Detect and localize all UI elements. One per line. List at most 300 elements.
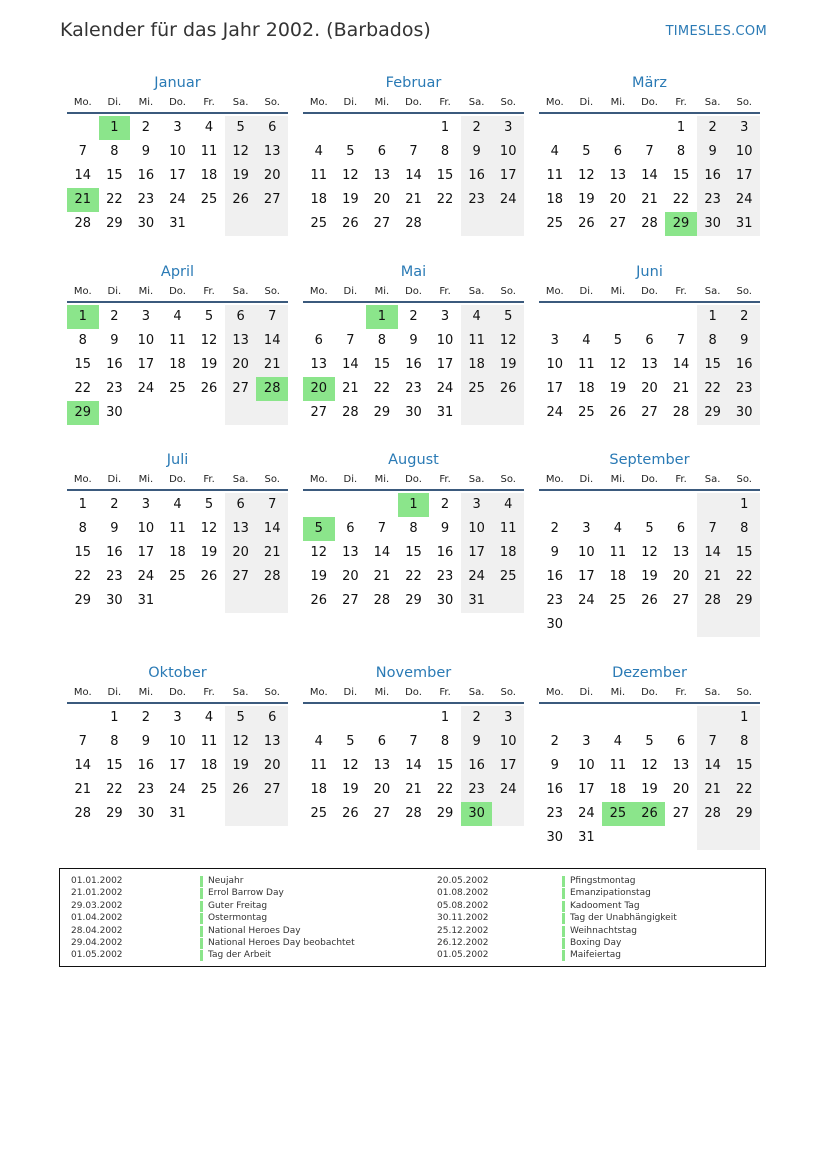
day-cell[interactable]: 7 — [346, 333, 355, 348]
day-cell[interactable]: 29 — [67, 401, 99, 425]
day-cell[interactable]: 5 — [645, 521, 654, 536]
day-cell[interactable]: 4 — [492, 493, 524, 517]
day-cell[interactable]: 8 — [440, 734, 450, 749]
day-cell[interactable]: 9 — [409, 333, 418, 348]
day-cell[interactable]: 31 — [461, 589, 493, 613]
day-cell[interactable]: 18 — [578, 381, 595, 396]
day-cell[interactable]: 26 — [225, 188, 257, 212]
day-cell[interactable]: 12 — [225, 140, 257, 164]
day-cell[interactable]: 25 — [310, 216, 328, 231]
day-cell[interactable]: 2 — [440, 497, 450, 512]
day-cell[interactable]: 14 — [74, 168, 92, 183]
day-cell[interactable]: 31 — [137, 593, 155, 608]
day-cell[interactable]: 16 — [697, 164, 729, 188]
day-cell[interactable]: 28 — [256, 565, 288, 589]
day-cell[interactable]: 25 — [169, 381, 186, 396]
day-cell[interactable]: 20 — [373, 782, 391, 797]
day-cell[interactable]: 22 — [106, 782, 123, 797]
day-cell[interactable]: 15 — [728, 541, 760, 565]
day-cell[interactable]: 6 — [256, 706, 288, 730]
day-cell[interactable]: 2 — [141, 710, 151, 725]
day-cell[interactable]: 1 — [697, 305, 729, 329]
day-cell[interactable]: 7 — [409, 144, 418, 159]
day-cell[interactable]: 4 — [550, 144, 559, 159]
day-cell[interactable]: 23 — [137, 192, 155, 207]
day-cell[interactable]: 30 — [461, 802, 493, 826]
day-cell[interactable]: 9 — [110, 333, 119, 348]
brand-logo-link[interactable]: TIMESLES.COM — [665, 24, 767, 39]
day-cell[interactable]: 2 — [461, 706, 493, 730]
day-cell[interactable]: 28 — [672, 405, 690, 420]
day-cell[interactable]: 15 — [74, 357, 92, 372]
day-cell[interactable]: 10 — [578, 545, 595, 560]
day-cell[interactable]: 12 — [342, 168, 359, 183]
day-cell[interactable]: 29 — [106, 806, 123, 821]
day-cell[interactable]: 1 — [398, 493, 430, 517]
day-cell[interactable]: 26 — [342, 806, 359, 821]
day-cell[interactable]: 31 — [169, 806, 186, 821]
day-cell[interactable]: 25 — [461, 377, 493, 401]
day-cell[interactable]: 3 — [728, 116, 760, 140]
day-cell[interactable]: 10 — [728, 140, 760, 164]
day-cell[interactable]: 16 — [461, 164, 493, 188]
day-cell[interactable]: 12 — [342, 758, 359, 773]
day-cell[interactable]: 15 — [436, 758, 454, 773]
day-cell[interactable]: 30 — [546, 617, 564, 632]
day-cell[interactable]: 12 — [200, 333, 218, 348]
day-cell[interactable]: 23 — [546, 806, 564, 821]
day-cell[interactable]: 2 — [110, 497, 119, 512]
day-cell[interactable]: 26 — [492, 377, 524, 401]
day-cell[interactable]: 20 — [672, 782, 690, 797]
day-cell[interactable]: 7 — [676, 333, 686, 348]
day-cell[interactable]: 23 — [106, 381, 123, 396]
day-cell[interactable]: 5 — [645, 734, 654, 749]
day-cell[interactable]: 8 — [697, 329, 729, 353]
day-cell[interactable]: 2 — [461, 116, 493, 140]
day-cell[interactable]: 19 — [342, 782, 359, 797]
day-cell[interactable]: 9 — [550, 545, 559, 560]
day-cell[interactable]: 24 — [728, 188, 760, 212]
day-cell[interactable]: 4 — [204, 120, 214, 135]
day-cell[interactable]: 11 — [609, 758, 627, 773]
day-cell[interactable]: 7 — [78, 734, 87, 749]
day-cell[interactable]: 6 — [613, 144, 623, 159]
day-cell[interactable]: 6 — [225, 305, 257, 329]
day-cell[interactable]: 22 — [672, 192, 690, 207]
day-cell[interactable]: 26 — [578, 216, 595, 231]
day-cell[interactable]: 16 — [405, 357, 422, 372]
day-cell[interactable]: 10 — [492, 730, 524, 754]
day-cell[interactable]: 4 — [314, 144, 323, 159]
day-cell[interactable]: 21 — [641, 192, 658, 207]
day-cell[interactable]: 28 — [256, 377, 288, 401]
day-cell[interactable]: 3 — [440, 309, 450, 324]
day-cell[interactable]: 2 — [409, 309, 418, 324]
day-cell[interactable]: 27 — [256, 778, 288, 802]
day-cell[interactable]: 29 — [728, 589, 760, 613]
day-cell[interactable]: 16 — [461, 754, 493, 778]
day-cell[interactable]: 10 — [492, 140, 524, 164]
day-cell[interactable]: 26 — [310, 593, 328, 608]
day-cell[interactable]: 26 — [200, 381, 218, 396]
day-cell[interactable]: 21 — [697, 565, 729, 589]
day-cell[interactable]: 10 — [436, 333, 454, 348]
day-cell[interactable]: 20 — [609, 192, 627, 207]
day-cell[interactable]: 21 — [373, 569, 391, 584]
day-cell[interactable]: 23 — [137, 782, 155, 797]
day-cell[interactable]: 4 — [461, 305, 493, 329]
day-cell[interactable]: 21 — [405, 192, 422, 207]
day-cell[interactable]: 20 — [641, 381, 658, 396]
day-cell[interactable]: 13 — [256, 140, 288, 164]
day-cell[interactable]: 17 — [169, 758, 186, 773]
day-cell[interactable]: 4 — [314, 734, 323, 749]
day-cell[interactable]: 22 — [74, 381, 92, 396]
day-cell[interactable]: 22 — [728, 778, 760, 802]
day-cell[interactable]: 10 — [461, 517, 493, 541]
day-cell[interactable]: 18 — [609, 782, 627, 797]
day-cell[interactable]: 24 — [461, 565, 493, 589]
day-cell[interactable]: 15 — [373, 357, 391, 372]
day-cell[interactable]: 17 — [461, 541, 493, 565]
day-cell[interactable]: 29 — [697, 401, 729, 425]
day-cell[interactable]: 1 — [366, 305, 398, 329]
day-cell[interactable]: 21 — [256, 353, 288, 377]
day-cell[interactable]: 4 — [204, 710, 214, 725]
day-cell[interactable]: 2 — [550, 521, 559, 536]
day-cell[interactable]: 13 — [342, 545, 359, 560]
day-cell[interactable]: 22 — [697, 377, 729, 401]
day-cell[interactable]: 19 — [200, 357, 218, 372]
day-cell[interactable]: 17 — [492, 164, 524, 188]
day-cell[interactable]: 1 — [110, 710, 119, 725]
day-cell[interactable]: 28 — [641, 216, 658, 231]
day-cell[interactable]: 25 — [492, 565, 524, 589]
day-cell[interactable]: 29 — [728, 802, 760, 826]
day-cell[interactable]: 17 — [492, 754, 524, 778]
day-cell[interactable]: 19 — [342, 192, 359, 207]
day-cell[interactable]: 11 — [461, 329, 493, 353]
day-cell[interactable]: 22 — [373, 381, 391, 396]
day-cell[interactable]: 4 — [173, 497, 182, 512]
day-cell[interactable]: 29 — [106, 216, 123, 231]
day-cell[interactable]: 20 — [672, 569, 690, 584]
day-cell[interactable]: 3 — [492, 706, 524, 730]
day-cell[interactable]: 27 — [256, 188, 288, 212]
day-cell[interactable]: 14 — [697, 754, 729, 778]
day-cell[interactable]: 27 — [342, 593, 359, 608]
day-cell[interactable]: 21 — [672, 381, 690, 396]
day-cell[interactable]: 3 — [582, 521, 591, 536]
day-cell[interactable]: 4 — [613, 734, 623, 749]
day-cell[interactable]: 17 — [169, 168, 186, 183]
day-cell[interactable]: 14 — [256, 329, 288, 353]
day-cell[interactable]: 7 — [256, 493, 288, 517]
day-cell[interactable]: 22 — [106, 192, 123, 207]
day-cell[interactable]: 17 — [728, 164, 760, 188]
day-cell[interactable]: 27 — [641, 405, 658, 420]
day-cell[interactable]: 6 — [225, 493, 257, 517]
day-cell[interactable]: 18 — [546, 192, 564, 207]
day-cell[interactable]: 27 — [225, 377, 257, 401]
day-cell[interactable]: 3 — [173, 710, 182, 725]
day-cell[interactable]: 18 — [609, 569, 627, 584]
day-cell[interactable]: 2 — [141, 120, 151, 135]
day-cell[interactable]: 28 — [405, 216, 422, 231]
day-cell[interactable]: 19 — [200, 545, 218, 560]
day-cell[interactable]: 24 — [436, 381, 454, 396]
day-cell[interactable]: 21 — [342, 381, 359, 396]
day-cell[interactable]: 21 — [67, 188, 99, 212]
day-cell[interactable]: 17 — [578, 569, 595, 584]
day-cell[interactable]: 15 — [106, 758, 123, 773]
day-cell[interactable]: 14 — [672, 357, 690, 372]
day-cell[interactable]: 10 — [137, 333, 155, 348]
day-cell[interactable]: 23 — [728, 377, 760, 401]
day-cell[interactable]: 8 — [440, 144, 450, 159]
day-cell[interactable]: 12 — [492, 329, 524, 353]
day-cell[interactable]: 20 — [342, 569, 359, 584]
day-cell[interactable]: 1 — [676, 120, 686, 135]
day-cell[interactable]: 8 — [728, 517, 760, 541]
day-cell[interactable]: 30 — [106, 593, 123, 608]
day-cell[interactable]: 29 — [665, 212, 697, 236]
day-cell[interactable]: 20 — [225, 541, 257, 565]
day-cell[interactable]: 7 — [697, 517, 729, 541]
day-cell[interactable]: 18 — [310, 782, 328, 797]
day-cell[interactable]: 26 — [641, 593, 658, 608]
day-cell[interactable]: 26 — [609, 405, 627, 420]
day-cell[interactable]: 8 — [409, 521, 418, 536]
day-cell[interactable]: 21 — [697, 778, 729, 802]
day-cell[interactable]: 29 — [74, 593, 92, 608]
day-cell[interactable]: 3 — [173, 120, 182, 135]
day-cell[interactable]: 14 — [405, 758, 422, 773]
day-cell[interactable]: 13 — [225, 517, 257, 541]
day-cell[interactable]: 13 — [310, 357, 328, 372]
day-cell[interactable]: 25 — [310, 806, 328, 821]
day-cell[interactable]: 28 — [74, 216, 92, 231]
day-cell[interactable]: 5 — [225, 706, 257, 730]
day-cell[interactable]: 6 — [314, 333, 323, 348]
day-cell[interactable]: 4 — [582, 333, 591, 348]
day-cell[interactable]: 19 — [225, 754, 257, 778]
day-cell[interactable]: 11 — [310, 168, 328, 183]
day-cell[interactable]: 10 — [137, 521, 155, 536]
day-cell[interactable]: 9 — [141, 144, 151, 159]
day-cell[interactable]: 9 — [440, 521, 450, 536]
day-cell[interactable]: 8 — [110, 144, 119, 159]
day-cell[interactable]: 1 — [78, 497, 87, 512]
day-cell[interactable]: 6 — [676, 521, 686, 536]
day-cell[interactable]: 16 — [436, 545, 454, 560]
day-cell[interactable]: 24 — [169, 782, 186, 797]
day-cell[interactable]: 18 — [200, 758, 218, 773]
day-cell[interactable]: 19 — [225, 164, 257, 188]
day-cell[interactable]: 13 — [373, 168, 391, 183]
day-cell[interactable]: 31 — [169, 216, 186, 231]
day-cell[interactable]: 26 — [342, 216, 359, 231]
day-cell[interactable]: 21 — [74, 782, 92, 797]
day-cell[interactable]: 10 — [169, 144, 186, 159]
day-cell[interactable]: 9 — [110, 521, 119, 536]
day-cell[interactable]: 15 — [672, 168, 690, 183]
day-cell[interactable]: 16 — [137, 168, 155, 183]
day-cell[interactable]: 23 — [106, 569, 123, 584]
day-cell[interactable]: 17 — [137, 357, 155, 372]
day-cell[interactable]: 25 — [169, 569, 186, 584]
day-cell[interactable]: 8 — [110, 734, 119, 749]
day-cell[interactable]: 17 — [546, 381, 564, 396]
day-cell[interactable]: 18 — [169, 357, 186, 372]
day-cell[interactable]: 2 — [697, 116, 729, 140]
day-cell[interactable]: 5 — [346, 144, 355, 159]
day-cell[interactable]: 22 — [74, 569, 92, 584]
day-cell[interactable]: 5 — [582, 144, 591, 159]
day-cell[interactable]: 24 — [578, 593, 595, 608]
day-cell[interactable]: 25 — [546, 216, 564, 231]
day-cell[interactable]: 6 — [377, 144, 387, 159]
day-cell[interactable]: 7 — [256, 305, 288, 329]
day-cell[interactable]: 7 — [377, 521, 387, 536]
day-cell[interactable]: 23 — [461, 778, 493, 802]
day-cell[interactable]: 18 — [200, 168, 218, 183]
day-cell[interactable]: 24 — [492, 188, 524, 212]
day-cell[interactable]: 14 — [74, 758, 92, 773]
day-cell[interactable]: 29 — [405, 593, 422, 608]
day-cell[interactable]: 5 — [204, 497, 214, 512]
day-cell[interactable]: 27 — [609, 216, 627, 231]
day-cell[interactable]: 30 — [728, 401, 760, 425]
day-cell[interactable]: 3 — [582, 734, 591, 749]
day-cell[interactable]: 8 — [676, 144, 686, 159]
day-cell[interactable]: 16 — [106, 545, 123, 560]
day-cell[interactable]: 14 — [641, 168, 658, 183]
day-cell[interactable]: 22 — [436, 782, 454, 797]
day-cell[interactable]: 30 — [405, 405, 422, 420]
day-cell[interactable]: 20 — [303, 377, 335, 401]
day-cell[interactable]: 9 — [141, 734, 151, 749]
day-cell[interactable]: 27 — [225, 565, 257, 589]
day-cell[interactable]: 28 — [405, 806, 422, 821]
day-cell[interactable]: 7 — [409, 734, 418, 749]
day-cell[interactable]: 2 — [110, 309, 119, 324]
day-cell[interactable]: 3 — [461, 493, 493, 517]
day-cell[interactable]: 9 — [461, 140, 493, 164]
day-cell[interactable]: 30 — [137, 806, 155, 821]
day-cell[interactable]: 24 — [137, 569, 155, 584]
day-cell[interactable]: 5 — [225, 116, 257, 140]
day-cell[interactable]: 3 — [550, 333, 559, 348]
day-cell[interactable]: 9 — [728, 329, 760, 353]
day-cell[interactable]: 24 — [578, 806, 595, 821]
day-cell[interactable]: 6 — [676, 734, 686, 749]
day-cell[interactable]: 26 — [225, 778, 257, 802]
day-cell[interactable]: 13 — [672, 758, 690, 773]
day-cell[interactable]: 14 — [697, 541, 729, 565]
day-cell[interactable]: 16 — [106, 357, 123, 372]
day-cell[interactable]: 12 — [578, 168, 595, 183]
day-cell[interactable]: 23 — [461, 188, 493, 212]
day-cell[interactable]: 9 — [697, 140, 729, 164]
day-cell[interactable]: 24 — [492, 778, 524, 802]
day-cell[interactable]: 22 — [436, 192, 454, 207]
day-cell[interactable]: 9 — [461, 730, 493, 754]
day-cell[interactable]: 25 — [609, 593, 627, 608]
day-cell[interactable]: 3 — [141, 497, 151, 512]
day-cell[interactable]: 11 — [546, 168, 564, 183]
day-cell[interactable]: 15 — [74, 545, 92, 560]
day-cell[interactable]: 12 — [641, 545, 658, 560]
day-cell[interactable]: 4 — [613, 521, 623, 536]
day-cell[interactable]: 13 — [256, 730, 288, 754]
day-cell[interactable]: 28 — [697, 589, 729, 613]
day-cell[interactable]: 12 — [310, 545, 328, 560]
day-cell[interactable]: 26 — [634, 802, 666, 826]
day-cell[interactable]: 12 — [225, 730, 257, 754]
day-cell[interactable]: 11 — [578, 357, 595, 372]
day-cell[interactable]: 30 — [546, 830, 564, 845]
day-cell[interactable]: 8 — [78, 521, 87, 536]
day-cell[interactable]: 5 — [303, 517, 335, 541]
day-cell[interactable]: 22 — [405, 569, 422, 584]
day-cell[interactable]: 12 — [609, 357, 627, 372]
day-cell[interactable]: 14 — [373, 545, 391, 560]
day-cell[interactable]: 16 — [728, 353, 760, 377]
day-cell[interactable]: 19 — [609, 381, 627, 396]
day-cell[interactable]: 13 — [641, 357, 658, 372]
day-cell[interactable]: 3 — [141, 309, 151, 324]
day-cell[interactable]: 15 — [405, 545, 422, 560]
day-cell[interactable]: 11 — [609, 545, 627, 560]
day-cell[interactable]: 29 — [436, 806, 454, 821]
day-cell[interactable]: 10 — [169, 734, 186, 749]
day-cell[interactable]: 13 — [225, 329, 257, 353]
day-cell[interactable]: 27 — [310, 405, 328, 420]
day-cell[interactable]: 20 — [373, 192, 391, 207]
day-cell[interactable]: 7 — [645, 144, 654, 159]
day-cell[interactable]: 22 — [728, 565, 760, 589]
day-cell[interactable]: 17 — [578, 782, 595, 797]
day-cell[interactable]: 28 — [373, 593, 391, 608]
day-cell[interactable]: 20 — [256, 754, 288, 778]
day-cell[interactable]: 6 — [256, 116, 288, 140]
day-cell[interactable]: 19 — [310, 569, 328, 584]
day-cell[interactable]: 24 — [137, 381, 155, 396]
day-cell[interactable]: 11 — [200, 144, 218, 159]
day-cell[interactable]: 1 — [67, 305, 99, 329]
day-cell[interactable]: 4 — [173, 309, 182, 324]
day-cell[interactable]: 17 — [436, 357, 454, 372]
day-cell[interactable]: 7 — [697, 730, 729, 754]
day-cell[interactable]: 30 — [137, 216, 155, 231]
day-cell[interactable]: 13 — [672, 545, 690, 560]
day-cell[interactable]: 16 — [546, 782, 564, 797]
day-cell[interactable]: 17 — [137, 545, 155, 560]
day-cell[interactable]: 13 — [609, 168, 627, 183]
day-cell[interactable]: 1 — [440, 710, 450, 725]
day-cell[interactable]: 5 — [204, 309, 214, 324]
day-cell[interactable]: 1 — [99, 116, 131, 140]
day-cell[interactable]: 20 — [256, 164, 288, 188]
day-cell[interactable]: 18 — [169, 545, 186, 560]
day-cell[interactable]: 11 — [169, 333, 186, 348]
day-cell[interactable]: 27 — [672, 806, 690, 821]
day-cell[interactable]: 16 — [137, 758, 155, 773]
day-cell[interactable]: 9 — [550, 758, 559, 773]
day-cell[interactable]: 11 — [310, 758, 328, 773]
